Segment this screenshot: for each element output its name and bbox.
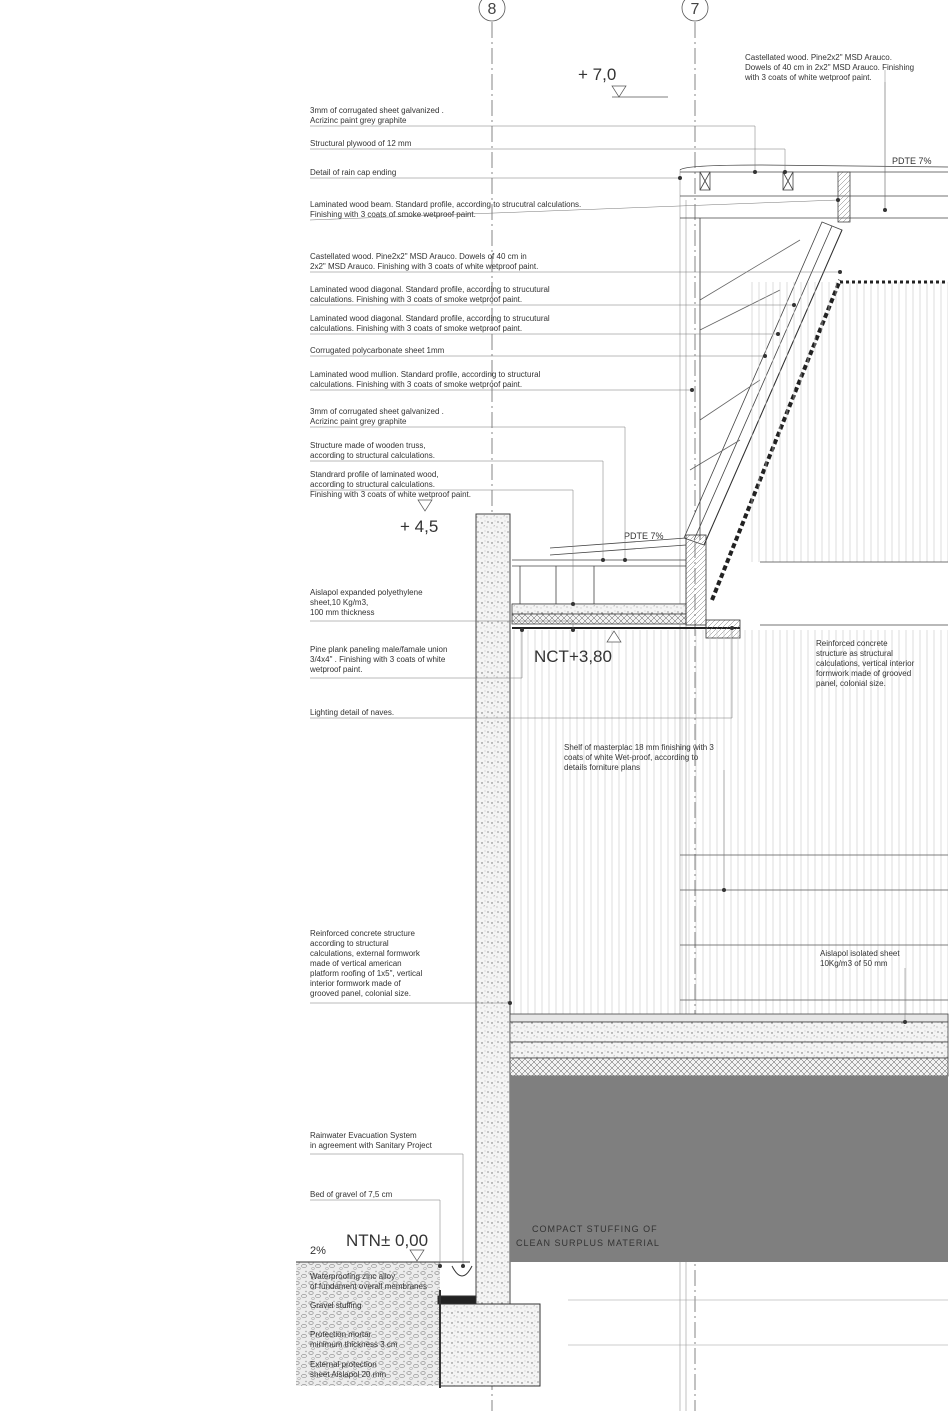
annotation-l3 xyxy=(310,168,396,177)
annotation-top_right-line-0: Castellated wood. Pine2x2" MSD Arauco. xyxy=(745,53,892,62)
leader-dot-l3 xyxy=(678,176,682,180)
annotation-l2-line-0: Structural plywood of 12 mm xyxy=(310,139,412,148)
annotation-l5-line-1: 2x2" MSD Arauco. Finishing with 3 coats of white wetproof paint. xyxy=(310,262,539,271)
annotation-l1 xyxy=(310,106,444,125)
annotation-l5-line-0: Castellated wood. Pine2x2" MSD Arauco. Dowels of 40 cm in xyxy=(310,252,527,261)
annotation-r2-line-0: Shelf of masterplac 18 mm finishing with 3 xyxy=(564,743,714,752)
annotation-top_right xyxy=(744,53,914,82)
annotation-l7-line-1: calculations. Finishing with 3 coats of smoke wetproof paint. xyxy=(310,324,523,333)
fill-label-line-1: Compact stuffing of xyxy=(532,1224,658,1234)
leader-dot-l14 xyxy=(520,628,524,632)
annotation-l16 xyxy=(310,929,422,998)
grid-axis-7-label: 7 xyxy=(690,1,700,18)
leader-dot-l8 xyxy=(763,354,767,358)
annotation-l20-line-0: Gravel stuffing xyxy=(310,1301,362,1310)
annotation-l16-line-3: made of vertical american xyxy=(310,959,402,968)
annotation-l17-line-1: in agreement with Sanitary Project xyxy=(310,1141,432,1150)
annotation-l12-line-1: according to structural calculations. xyxy=(310,480,435,489)
annotation-l7 xyxy=(310,314,550,333)
annotation-l16-line-5: interior formwork made of xyxy=(310,979,401,988)
annotation-l11 xyxy=(310,441,435,460)
annotation-r1-line-1: structure as structural xyxy=(816,649,893,658)
annotation-l6-line-1: calculations. Finishing with 3 coats of smoke wetproof paint. xyxy=(310,295,523,304)
annotation-l21-line-1: minimum thickness 3 cm xyxy=(310,1340,398,1349)
annotation-r2-line-1: coats of white Wet-proof, according to xyxy=(564,753,699,762)
level-mid xyxy=(400,500,438,536)
annotation-l13-line-1: sheet,10 Kg/m3, xyxy=(310,598,369,607)
leader-dot-l7 xyxy=(776,332,780,336)
roof-slope: PDTE 7% xyxy=(892,156,932,166)
annotation-l20 xyxy=(310,1301,361,1310)
leader-dot-l1 xyxy=(753,170,757,174)
annotation-l14-line-1: 3/4x4" . Finishing with 3 coats of white xyxy=(310,655,446,664)
annotation-l10 xyxy=(310,407,444,426)
annotation-l12-line-2: Finishing with 3 coats of white wetproof paint. xyxy=(310,490,471,499)
grid-axis-8-label: 8 xyxy=(487,1,497,18)
leader-dot-l13 xyxy=(571,628,575,632)
fill-label-line-2: clean surplus material xyxy=(516,1238,660,1248)
annotation-l17 xyxy=(310,1131,433,1150)
annotation-r1-line-4: panel, colonial size. xyxy=(816,679,886,688)
floor-layers xyxy=(510,1014,948,1076)
leader-dot-r3 xyxy=(903,1020,907,1024)
annotation-l1-line-1: Acrizinc paint grey graphite xyxy=(310,116,407,125)
annotation-l4-line-1: Finishing with 3 coats of smoke wetproof paint. xyxy=(310,210,476,219)
annotation-l19-line-0: Waterproofing zinc alloy xyxy=(310,1272,396,1281)
compact-stuffing-fill xyxy=(510,1076,948,1262)
leader-dot-l15 xyxy=(730,626,734,630)
annotation-l13 xyxy=(310,588,423,617)
annotation-l22-line-1: sheet Aislapol 20 mm xyxy=(310,1370,387,1379)
leader-dot-l18 xyxy=(438,1264,442,1268)
annotation-l7-line-0: Laminated wood diagonal. Standard profile, according to strucutural xyxy=(310,314,550,323)
annotation-l5 xyxy=(310,252,538,271)
annotation-l14-line-0: Pine plank paneling male/famale union xyxy=(310,645,448,654)
annotation-l16-line-1: according to structural xyxy=(310,939,389,948)
annotation-l4-line-0: Laminated wood beam. Standard profile, according to strucutral calculations. xyxy=(310,200,582,209)
annotation-r1-line-2: calculations, vertical interior xyxy=(816,659,915,668)
gutter-slope: PDTE 7% xyxy=(624,531,664,541)
annotation-l10-line-1: Acrizinc paint grey graphite xyxy=(310,417,407,426)
annotation-r2-line-2: details forniture plans xyxy=(564,763,641,772)
annotation-l6 xyxy=(310,285,550,304)
leader-dot-l4 xyxy=(836,198,840,202)
annotation-l8-line-0: Corrugated polycarbonate sheet 1mm xyxy=(310,346,445,355)
annotation-r3-line-0: Aislapol isolated sheet xyxy=(820,949,900,958)
level-ntn-label: NTN± 0,00 xyxy=(346,1231,429,1250)
leader-dot-l2 xyxy=(783,170,787,174)
annotation-r1-line-3: formwork made of grooved xyxy=(816,669,912,678)
leader-dot-l10 xyxy=(623,558,627,562)
annotation-top_right-line-2: with 3 coats of white wetproof paint. xyxy=(745,73,872,82)
annotation-l4 xyxy=(310,200,581,219)
leader-dot-l17 xyxy=(461,1264,465,1268)
annotation-l19-line-1: of fundament overall membranes xyxy=(310,1282,427,1291)
ground-slope: 2% xyxy=(310,1245,326,1257)
leader-dot-l5 xyxy=(838,270,842,274)
concrete-wall xyxy=(476,514,510,1304)
annotation-l21-line-0: Protection mortar xyxy=(310,1330,372,1339)
annotation-l16-line-6: grooved panel, colonial size. xyxy=(310,989,411,998)
annotation-l9 xyxy=(310,370,541,389)
annotation-l10-line-0: 3mm of corrugated sheet galvanized . xyxy=(310,407,444,416)
level-nct-label: NCT+3,80 xyxy=(534,647,612,666)
annotation-l1-line-0: 3mm of corrugated sheet galvanized . xyxy=(310,106,444,115)
annotation-l12 xyxy=(310,470,471,499)
gutter-detail xyxy=(512,535,740,638)
leader-dot-top_right xyxy=(883,208,887,212)
annotation-l16-line-4: platform roofing of 1x5", vertical xyxy=(310,969,423,978)
leader-dot-l6 xyxy=(792,303,796,307)
annotation-l13-line-2: 100 mm thickness xyxy=(310,608,375,617)
annotation-l9-line-0: Laminated wood mullion. Standard profile, according to structural xyxy=(310,370,541,379)
annotation-l13-line-0: Aislapol expanded polyethylene xyxy=(310,588,423,597)
level-mid-label: + 4,5 xyxy=(400,517,439,536)
annotation-l15-line-0: Lighting detail of naves. xyxy=(310,708,395,717)
annotation-r3-line-1: 10Kg/m3 of 50 mm xyxy=(820,959,888,968)
leader-l12 xyxy=(310,490,573,604)
leader-dot-l12 xyxy=(571,602,575,606)
annotation-l14-line-2: wetproof paint. xyxy=(310,665,363,674)
annotation-l6-line-0: Laminated wood diagonal. Standard profile, according to strucutural xyxy=(310,285,550,294)
annotation-l11-line-1: according to structural calculations. xyxy=(310,451,435,460)
annotation-l9-line-1: calculations. Finishing with 3 coats of smoke wetproof paint. xyxy=(310,380,523,389)
level-top xyxy=(578,65,668,97)
leader-dot-l16 xyxy=(508,1001,512,1005)
annotation-l15 xyxy=(310,708,394,717)
annotation-l2 xyxy=(310,139,412,148)
annotation-l11-line-0: Structure made of wooden truss, xyxy=(310,441,426,450)
roof-assembly xyxy=(680,165,948,625)
annotation-l14 xyxy=(309,645,447,674)
level-top-label: + 7,0 xyxy=(578,65,617,84)
leader-dot-l11 xyxy=(601,558,605,562)
annotation-l22 xyxy=(310,1360,386,1379)
annotation-l3-line-0: Detail of rain cap ending xyxy=(310,168,397,177)
annotation-l16-line-2: calculations, external formwork xyxy=(310,949,420,958)
annotation-l18-line-0: Bed of gravel of 7,5 cm xyxy=(310,1190,393,1199)
annotation-l8 xyxy=(310,346,445,355)
level-ntn xyxy=(346,1231,428,1261)
annotation-l17-line-0: Rainwater Evacuation System xyxy=(310,1131,417,1140)
annotation-r1-line-0: Reinforced concrete xyxy=(816,639,888,648)
leader-dot-r2 xyxy=(722,888,726,892)
annotation-l12-line-0: Standrard profile of laminated wood, xyxy=(310,470,439,479)
annotation-l16-line-0: Reinforced concrete structure xyxy=(310,929,415,938)
leader-dot-l9 xyxy=(690,388,694,392)
annotation-l18 xyxy=(310,1190,393,1199)
annotation-l22-line-0: External protection xyxy=(310,1360,377,1369)
annotation-top_right-line-1: Dowels of 40 cm in 2x2" MSD Arauco. Finishing xyxy=(745,63,915,72)
